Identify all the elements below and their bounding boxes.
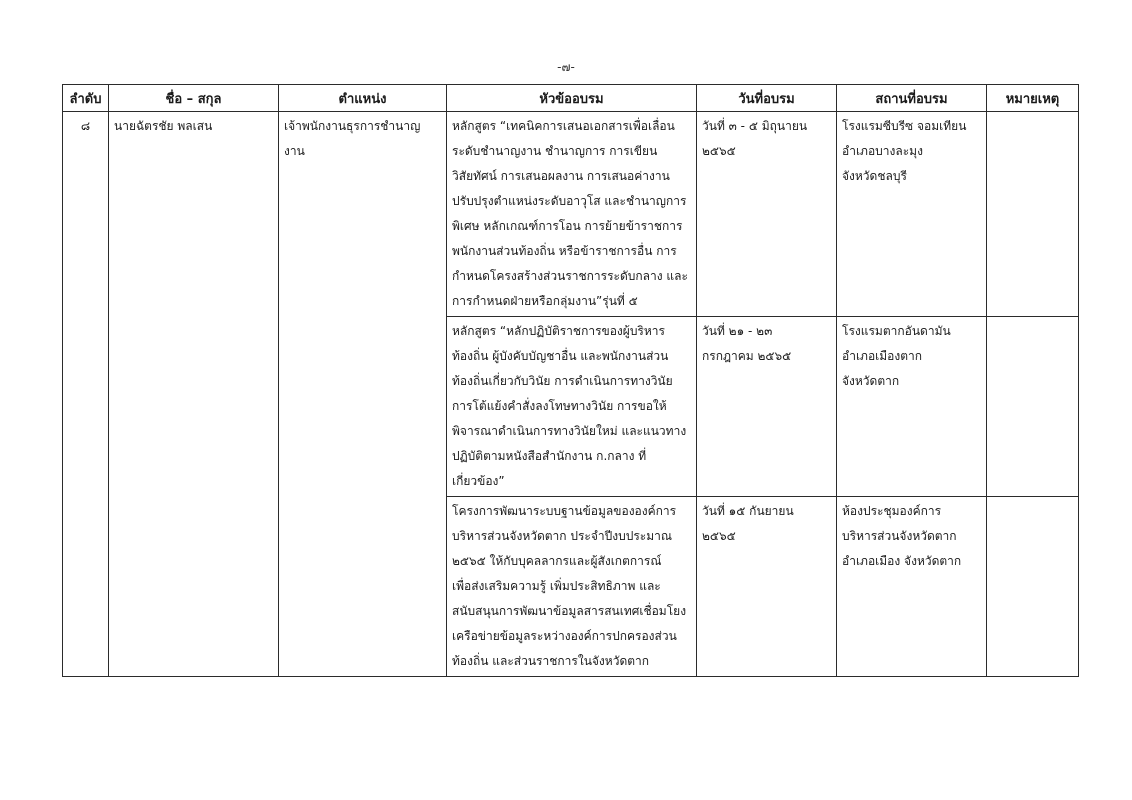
header-note: หมายเหตุ	[987, 85, 1079, 112]
topic-cell: หลักสูตร “หลักปฏิบัติราชการของผู้บริหาร ท้องถิ่น ผู้บังคับบัญชาอื่น และพนักงานส่วน ท้องถิ่นเกี่ยวกับวินัย การดำเนินการทางวินัย การโต้แย้งคำสั่งลงโทษทางวินัย การขอให้ พิจารณาดำเนินการทางวินัยใหม่ และแนวทาง ปฏิบัติตามหนังสือสำนักงาน ก.กลาง ที่ เกี่ยวข้อง”	[447, 317, 697, 497]
note-cell	[987, 112, 1079, 317]
order-cell: ๘	[63, 112, 109, 677]
position-cell: เจ้าพนักงานธุรการชำนาญงาน	[279, 112, 447, 677]
header-position: ตำแหน่ง	[279, 85, 447, 112]
header-order: ลำดับ	[63, 85, 109, 112]
header-topic: หัวข้ออบรม	[447, 85, 697, 112]
header-date: วันที่อบรม	[697, 85, 837, 112]
name-cell: นายฉัตรชัย พลเสน	[109, 112, 279, 677]
topic-cell: โครงการพัฒนาระบบฐานข้อมูลขององค์การ บริหารส่วนจังหวัดตาก ประจำปีงบประมาณ ๒๕๖๕ ให้กับบุคลลากรและผู้สังเกตการณ์ เพื่อส่งเสริมความรู้ เพิ่มประสิทธิภาพ และ สนับสนุนการพัฒนาข้อมูลสารสนเทศเชื่อมโยง เครือข่ายข้อมูลระหว่างองค์การปกครองส่วน ท้องถิ่น และส่วนราชการในจังหวัดตาก	[447, 497, 697, 677]
date-cell: วันที่ ๓ - ๕ มิถุนายน ๒๕๖๕	[697, 112, 837, 317]
training-table	[62, 84, 1079, 677]
note-cell	[987, 317, 1079, 497]
table-header-row	[63, 85, 1079, 112]
place-cell: ห้องประชุมองค์การ บริหารส่วนจังหวัดตาก อำเภอเมือง จังหวัดตาก	[837, 497, 987, 677]
place-cell: โรงแรมซีบรีซ จอมเทียน อำเภอบางละมุง จังหวัดชลบุรี	[837, 112, 987, 317]
page-number: -๗-	[557, 60, 575, 74]
table-row	[63, 112, 1079, 317]
place-cell: โรงแรมตากอันดามัน อำเภอเมืองตาก จังหวัดตาก	[837, 317, 987, 497]
header-name: ชื่อ – สกุล	[109, 85, 279, 112]
note-cell	[987, 497, 1079, 677]
topic-cell: หลักสูตร “เทคนิคการเสนอเอกสารเพื่อเลื่อน ระดับชำนาญงาน ชำนาญการ การเขียน วิสัยทัศน์ การเสนอผลงาน การเสนอค่างาน ปรับปรุงตำแหน่งระดับอาวุโส และชำนาญการ พิเศษ หลักเกณฑ์การโอน การย้ายข้าราชการ พนักงานส่วนท้องถิ่น หรือข้าราชการอื่น การ กำหนดโครงสร้างส่วนราชการระดับกลาง และ การกำหนดฝ่ายหรือกลุ่มงาน”รุ่นที่ ๕	[447, 112, 697, 317]
header-place: สถานที่อบรม	[837, 85, 987, 112]
date-cell: วันที่ ๒๑ - ๒๓ กรกฎาคม ๒๕๖๕	[697, 317, 837, 497]
date-cell: วันที่ ๑๕ กันยายน ๒๕๖๕	[697, 497, 837, 677]
